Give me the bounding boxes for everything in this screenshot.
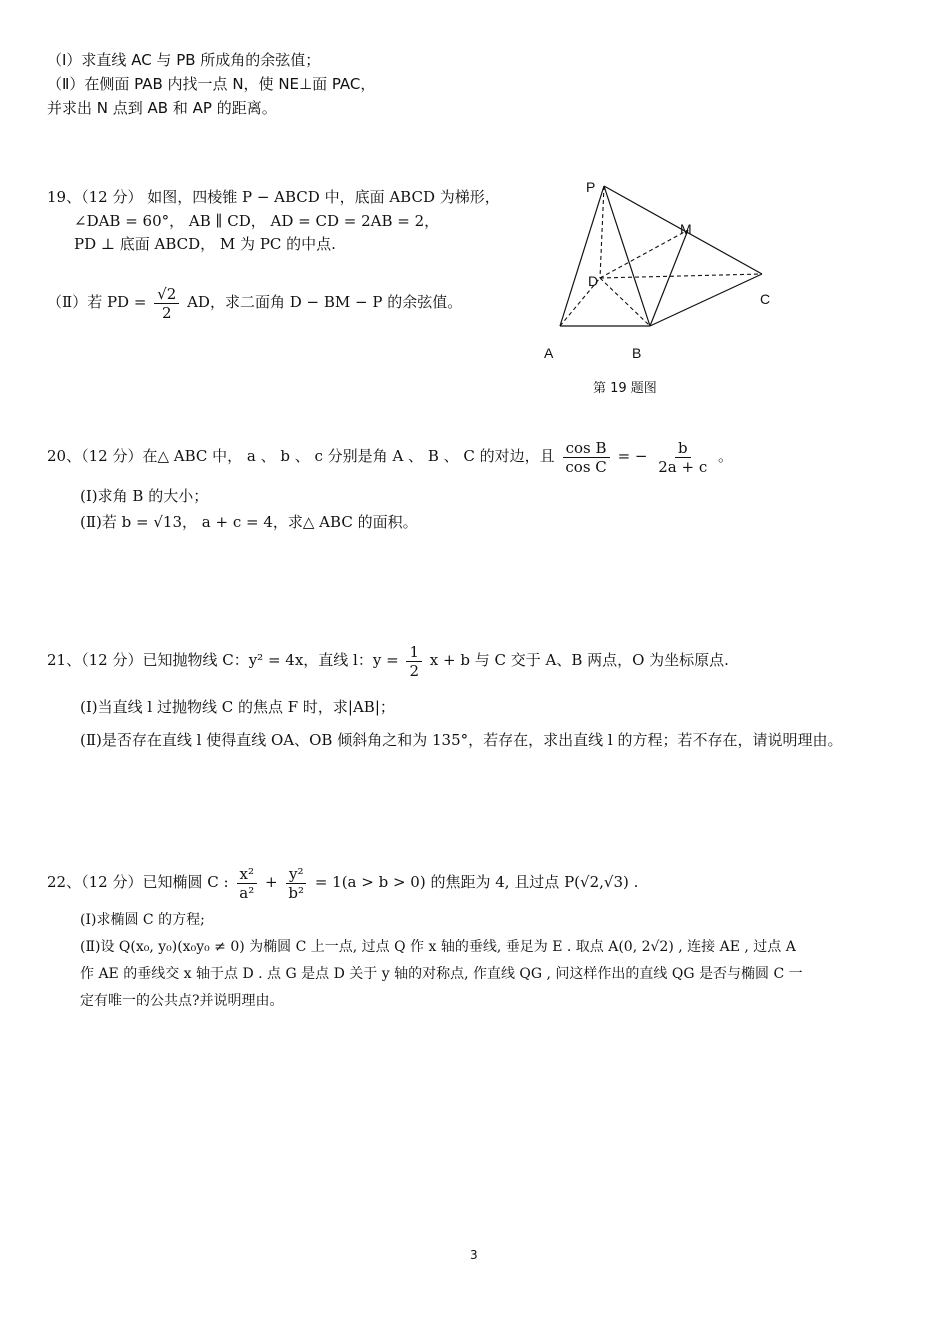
q19-fraction <box>154 285 179 322</box>
q22-part2-line3: 定有唯一的公共点?并说明理由。 <box>80 993 284 1009</box>
q20-frac2-den: 2a + c <box>658 457 708 476</box>
q21-fraction <box>406 643 422 680</box>
q20-line1 <box>47 436 733 476</box>
page-number: 3 <box>470 1248 478 1262</box>
q18-part3: 并求出 N 点到 AB 和 AP 的距离。 <box>47 99 277 117</box>
q19-line3: PD ⊥ 底面 ABCD， M 为 PC 的中点. <box>74 235 336 253</box>
q22-frac1-den: a² <box>239 883 255 902</box>
q20-frac1-num: cos B <box>563 439 610 458</box>
q20-frac1-den: cos C <box>565 457 607 476</box>
q21-line1-pre: 21、（12 分）已知抛物线 C：y² = 4x，直线 l：y = <box>47 651 399 669</box>
edge-DM <box>600 230 688 278</box>
q22-part1: (Ⅰ)求椭圆 C 的方程; <box>80 912 205 928</box>
edge-PB <box>604 186 650 326</box>
q21-part2: (Ⅱ)是否存在直线 l 使得直线 OA、OB 倾斜角之和为 135°，若存在，求出直线 l 的方程；若不存在，请说明理由。 <box>80 731 843 749</box>
label-P: P <box>586 179 596 195</box>
q18-part2: （Ⅱ）在侧面 PAB 内找一点 N，使 NE⊥面 PAC， <box>47 75 376 93</box>
q20-fraction-b <box>655 439 710 476</box>
q20-part2: (Ⅱ)若 b = √13， a + c = 4，求△ ABC 的面积。 <box>80 513 418 531</box>
q20-line1-post: 。 <box>718 447 734 465</box>
label-M: M <box>680 221 692 237</box>
q20-frac2-num: b <box>675 439 691 458</box>
q19-line2: ∠DAB = 60°， AB ∥ CD， AD = CD = 2AB = 2， <box>74 212 440 230</box>
edge-BC <box>650 274 762 326</box>
q20-line1-pre: 20、（12 分）在△ ABC 中， a 、 b 、 c 分别是角 A 、 B 、 C 的对边，且 <box>47 447 555 465</box>
q22-fraction-y <box>285 865 307 902</box>
label-B: B <box>632 345 642 361</box>
q19-line1: 19、（12 分） 如图，四棱锥 P − ABCD 中，底面 ABCD 为梯形， <box>47 188 500 206</box>
q19-part2-pre: （Ⅱ）若 PD = <box>47 293 147 311</box>
q21-line1-post: x + b 与 C 交于 A、B 两点，O 为坐标原点. <box>429 651 729 669</box>
q19-part2-post: AD，求二面角 D − BM − P 的余弦值。 <box>187 293 463 311</box>
q22-line1-pre: 22、（12 分）已知椭圆 C : <box>47 873 229 891</box>
figure-caption: 第 19 题图 <box>593 381 657 396</box>
label-D: D <box>588 273 599 289</box>
edge-DC <box>600 274 762 278</box>
q18-part1: （Ⅰ）求直线 AC 与 PB 所成角的余弦值； <box>47 51 321 69</box>
q22-plus: + <box>265 873 278 891</box>
q20-equals: = − <box>617 447 648 465</box>
q21-frac-den: 2 <box>409 661 419 680</box>
label-A: A <box>544 345 554 361</box>
q21-part1: (Ⅰ)当直线 l 过抛物线 C 的焦点 F 时，求|AB|； <box>80 698 395 716</box>
q22-line1 <box>47 862 638 902</box>
q22-frac1-num: x² <box>237 865 257 884</box>
q19-frac-den: 2 <box>161 303 172 322</box>
q20-fraction-cos <box>562 439 609 476</box>
q19-frac-num: √2 <box>154 285 179 304</box>
q20-part1: (Ⅰ)求角 B 的大小； <box>80 487 209 505</box>
q22-line1-post: = 1(a > b > 0) 的焦距为 4, 且过点 P(√2,√3) . <box>314 873 639 891</box>
edge-PD <box>600 186 604 278</box>
pyramid-figure <box>540 178 780 363</box>
q22-fraction-x <box>236 865 257 902</box>
label-C: C <box>760 291 771 307</box>
q22-part2-line1: (Ⅱ)设 Q(x₀, y₀)(x₀y₀ ≠ 0) 为椭圆 C 上一点, 过点 Q 作 x 轴的垂线, 垂足为 E . 取点 A(0, 2√2) , 连接 AE , 过点 A <box>80 939 796 955</box>
q21-line1 <box>47 640 729 680</box>
q22-part2-line2: 作 AE 的垂线交 x 轴于点 D . 点 G 是点 D 关于 y 轴的对称点, 作直线 QG , 问这样作出的直线 QG 是否与椭圆 C 一 <box>80 966 803 982</box>
edge-PA <box>560 186 604 326</box>
q19-part2 <box>47 283 462 322</box>
q22-frac2-den: b² <box>288 883 305 902</box>
q22-frac2-num: y² <box>286 865 307 884</box>
q21-frac-num: 1 <box>406 643 422 662</box>
